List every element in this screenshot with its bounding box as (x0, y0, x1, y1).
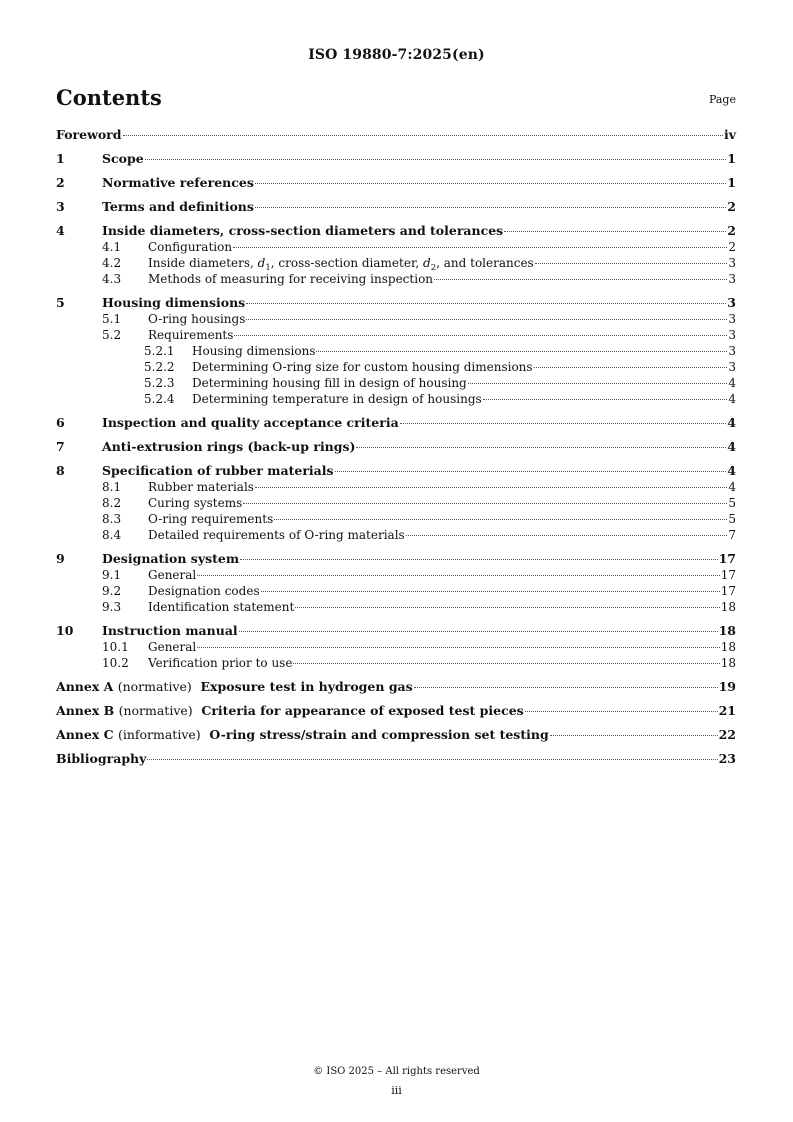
dot-leader (274, 519, 727, 520)
dot-leader (246, 303, 726, 304)
toc-entry-title (56, 703, 524, 719)
toc-entry-rubber-materials[interactable] (56, 479, 736, 495)
toc-entry-number: 4 (56, 223, 65, 238)
toc-entry-title: Normative references (102, 175, 254, 190)
toc-entry-page: 2 (727, 199, 736, 214)
toc-entry-number: 9.1 (102, 568, 122, 582)
toc-entry-number: 5.2.4 (144, 392, 175, 406)
toc-entry-requirements[interactable] (56, 327, 736, 343)
toc-entry-number: 6 (56, 415, 65, 430)
toc-entry-o-ring-requirements[interactable] (56, 511, 736, 527)
toc-entry-title (56, 679, 413, 695)
document-id-header: ISO 19880-7:2025(en) (308, 47, 485, 63)
toc-entry-title: General (148, 568, 197, 582)
toc-entry-identification-statement[interactable] (56, 599, 736, 615)
toc-entry-number: 3 (56, 199, 65, 214)
toc-entry-title: General (148, 640, 197, 654)
toc-entry-methods-of-measuring[interactable] (56, 271, 736, 287)
toc-entry-title: Foreword (56, 127, 122, 142)
toc-entry-page: 18 (720, 640, 736, 654)
toc-entry-page: 17 (720, 584, 736, 598)
toc-entry-title: Bibliography (56, 751, 147, 766)
toc-entry-terms-and-definitions[interactable] (56, 199, 736, 215)
toc-entry-title: Determining O-ring size for custom housing dimensions (192, 360, 533, 374)
annex-kind: (normative) (118, 703, 193, 718)
toc-entry-page: 3 (728, 312, 736, 326)
dot-leader (243, 503, 727, 504)
dot-leader (483, 399, 728, 400)
variable-d: d (423, 256, 431, 270)
toc-entry-foreword[interactable] (56, 127, 736, 143)
toc-entry-bibliography[interactable] (56, 751, 736, 767)
contents-title: Contents (56, 85, 162, 110)
toc-entry-title (148, 255, 534, 271)
toc-entry-number: 4.1 (102, 240, 122, 254)
dot-leader (240, 559, 717, 560)
toc-entry-title: Terms and definitions (102, 199, 254, 214)
annex-title: O-ring stress/strain and compression set testing (209, 727, 549, 742)
toc-entry-title: Housing dimensions (192, 344, 316, 358)
toc-entry-page: 7 (728, 528, 736, 542)
toc-entry-title: Requirements (148, 328, 234, 342)
toc-entry-page: 3 (728, 344, 736, 358)
dot-leader (197, 575, 719, 576)
dot-leader (145, 159, 727, 160)
toc-entry-annex-b[interactable] (56, 703, 736, 719)
toc-entry-verification[interactable] (56, 655, 736, 671)
toc-entry-title: Configuration (148, 240, 233, 254)
toc-entry-page: 3 (728, 272, 736, 286)
toc-entry-determining-temperature[interactable] (56, 391, 736, 407)
toc-entry-designation-codes[interactable] (56, 583, 736, 599)
toc-entry-number: 10 (56, 623, 74, 638)
toc-entry-page: 18 (720, 600, 736, 614)
toc-entry-title: Designation codes (148, 584, 260, 598)
toc-entry-detailed-requirements[interactable] (56, 527, 736, 543)
toc-entry-number: 5.1 (102, 312, 122, 326)
dot-leader (239, 631, 718, 632)
dot-leader (261, 591, 720, 592)
toc-entry-configuration[interactable] (56, 239, 736, 255)
subscript: 1 (265, 263, 271, 273)
toc-entry-title (56, 727, 549, 743)
title-part: , cross-section diameter, (270, 256, 423, 270)
subscript: 2 (430, 263, 437, 273)
toc-entry-number: 9 (56, 551, 65, 566)
toc-entry-page: 18 (718, 623, 736, 638)
toc-entry-number: 10.1 (102, 640, 129, 654)
toc-entry-number: 8.2 (102, 496, 122, 510)
toc-entry-number: 8.4 (102, 528, 122, 542)
dot-leader (255, 183, 726, 184)
dot-leader (550, 735, 718, 736)
toc-entry-o-ring-housings[interactable] (56, 311, 736, 327)
toc-entry-number: 5.2.3 (144, 376, 175, 390)
toc-entry-page: 5 (728, 496, 736, 510)
dot-leader (293, 663, 719, 664)
toc-entry-title: Inspection and quality acceptance criteria (102, 415, 399, 430)
dot-leader (356, 447, 726, 448)
toc-entry-designation-system[interactable] (56, 551, 736, 567)
dot-leader (406, 535, 728, 536)
toc-entry-title: Anti-extrusion rings (back-up rings) (102, 439, 356, 454)
dot-leader (234, 335, 727, 336)
toc-entry-inspection[interactable] (56, 415, 736, 431)
toc-entry-page: 19 (718, 679, 736, 694)
dot-leader (535, 263, 728, 264)
annex-title: Criteria for appearance of exposed test pieces (201, 703, 524, 718)
toc-entry-page: 4 (728, 480, 736, 494)
dot-leader (468, 383, 728, 384)
dot-leader (316, 351, 727, 352)
toc-entry-rubber-materials-spec[interactable] (56, 463, 736, 479)
toc-entry-page: 2 (727, 223, 736, 238)
annex-kind: (informative) (117, 727, 201, 742)
toc-entry-page: 5 (728, 512, 736, 526)
toc-entry-page: 4 (728, 392, 736, 406)
toc-entry-page: 21 (718, 703, 736, 718)
toc-entry-number: 5.2 (102, 328, 122, 342)
toc-entry-title: Specification of rubber materials (102, 463, 334, 478)
page-column-label: Page (708, 93, 736, 106)
annex-kind: (normative) (117, 679, 192, 694)
toc-entry-page: 3 (728, 256, 736, 270)
toc-entry-determining-housing-fill[interactable] (56, 375, 736, 391)
toc-entry-number: 4.3 (102, 272, 122, 286)
toc-entry-page: 3 (728, 328, 736, 342)
toc-entry-page: 3 (728, 360, 736, 374)
toc-entry-page: 22 (718, 727, 736, 742)
toc-entry-title: Designation system (102, 551, 240, 566)
toc-entry-annex-c[interactable] (56, 727, 736, 743)
toc-entry-general[interactable] (56, 567, 736, 583)
toc-entry-page: 23 (718, 751, 736, 766)
toc-entry-page: 1 (727, 175, 736, 190)
toc-entry-page: iv (723, 127, 736, 142)
toc-entry-inside-diameters[interactable] (56, 223, 736, 239)
toc-entry-number: 8.3 (102, 512, 122, 526)
toc-entry-housing-dimensions[interactable] (56, 295, 736, 311)
title-part: , and tolerances (436, 256, 534, 270)
annex-label: Annex C (56, 727, 114, 742)
toc-entry-number: 4.2 (102, 256, 122, 270)
copyright-footer: © ISO 2025 – All rights reserved (313, 1066, 480, 1077)
toc-entry-number: 5.2.2 (144, 360, 175, 374)
toc-entry-title: Methods of measuring for receiving inspection (148, 272, 434, 286)
variable-d: d (257, 256, 266, 270)
toc-entry-title: Verification prior to use (148, 656, 293, 670)
toc-entry-normative-references[interactable] (56, 175, 736, 191)
table-of-contents (56, 127, 736, 767)
dot-leader (197, 647, 719, 648)
toc-entry-title: Inside diameters, cross-section diameters and tolerances (102, 223, 504, 238)
toc-entry-number: 10.2 (102, 656, 129, 670)
dot-leader (147, 759, 717, 760)
toc-entry-title: Scope (102, 151, 144, 166)
toc-entry-title: Instruction manual (102, 623, 238, 638)
toc-entry-number: 2 (56, 175, 65, 190)
toc-entry-title: Housing dimensions (102, 295, 246, 310)
toc-entry-number: 9.3 (102, 600, 122, 614)
dot-leader (233, 247, 727, 248)
toc-entry-determining-o-ring-size[interactable] (56, 359, 736, 375)
dot-leader (504, 231, 726, 232)
toc-entry-page: 18 (720, 656, 736, 670)
dot-leader (525, 711, 718, 712)
toc-entry-page: 4 (728, 376, 736, 390)
toc-entry-page: 3 (727, 295, 736, 310)
toc-entry-title: Detailed requirements of O-ring materials (148, 528, 405, 542)
toc-entry-page: 4 (727, 439, 736, 454)
dot-leader (246, 319, 727, 320)
toc-entry-curing-systems[interactable] (56, 495, 736, 511)
toc-entry-title: O-ring housings (148, 312, 246, 326)
toc-entry-title: O-ring requirements (148, 512, 274, 526)
annex-label: Annex B (56, 703, 115, 718)
toc-entry-page: 1 (727, 151, 736, 166)
dot-leader (255, 487, 727, 488)
toc-entry-number: 8 (56, 463, 65, 478)
dot-leader (400, 423, 727, 424)
toc-entry-page: 4 (727, 463, 736, 478)
toc-entry-number: 5.2.1 (144, 344, 175, 358)
title-part: Inside diameters, (148, 256, 258, 270)
toc-entry-general-10[interactable] (56, 639, 736, 655)
annex-label: Annex A (56, 679, 114, 694)
toc-entry-instruction-manual[interactable] (56, 623, 736, 639)
annex-title: Exposure test in hydrogen gas (200, 679, 413, 694)
toc-entry-number: 7 (56, 439, 65, 454)
toc-entry-title: Determining housing fill in design of housing (192, 376, 467, 390)
toc-entry-number: 8.1 (102, 480, 122, 494)
toc-entry-page: 4 (727, 415, 736, 430)
dot-leader (414, 687, 718, 688)
toc-entry-scope[interactable] (56, 151, 736, 167)
toc-entry-number: 9.2 (102, 584, 122, 598)
toc-entry-annex-a[interactable] (56, 679, 736, 695)
toc-entry-page: 17 (718, 551, 736, 566)
dot-leader (295, 607, 719, 608)
toc-entry-title: Determining temperature in design of housings (192, 392, 482, 406)
toc-entry-title: Rubber materials (148, 480, 254, 494)
toc-entry-page: 17 (720, 568, 736, 582)
toc-entry-title: Identification statement (148, 600, 295, 614)
toc-entry-number: 5 (56, 295, 65, 310)
dot-leader (534, 367, 728, 368)
toc-entry-housing-dimensions-sub[interactable] (56, 343, 736, 359)
dot-leader (335, 471, 727, 472)
toc-entry-anti-extrusion-rings[interactable] (56, 439, 736, 455)
toc-entry-diameters-and-tolerances[interactable] (56, 255, 736, 271)
dot-leader (255, 207, 726, 208)
toc-entry-number: 1 (56, 151, 65, 166)
dot-leader (123, 135, 723, 136)
page-number: iii (391, 1084, 402, 1097)
toc-entry-page: 2 (728, 240, 736, 254)
dot-leader (434, 279, 727, 280)
toc-entry-title: Curing systems (148, 496, 243, 510)
